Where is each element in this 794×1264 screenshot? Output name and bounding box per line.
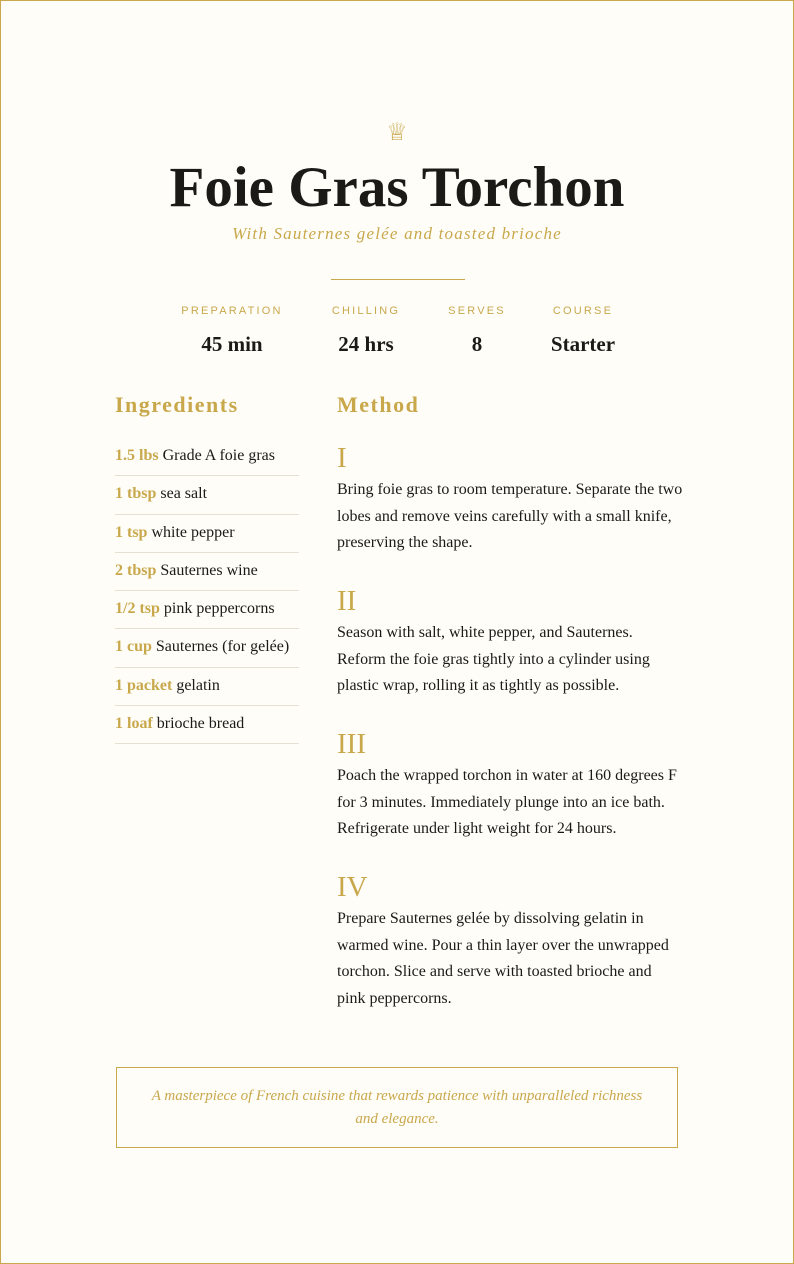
method-step [337, 727, 683, 843]
meta-value: Starter [550, 332, 616, 356]
ingredient-name: sea salt [160, 485, 208, 503]
ingredient-quantity: 1.5 lbs [115, 447, 159, 464]
ingredient-item [115, 438, 299, 476]
ingredient-name: gelatin [176, 676, 220, 694]
ingredient-quantity: 1 cup [115, 638, 152, 656]
ingredient-item [115, 668, 299, 706]
ingredient-quantity: 1 tbsp [115, 485, 157, 503]
ingredient-item [115, 591, 299, 629]
ingredient-item [115, 629, 299, 667]
method-step [337, 441, 683, 557]
footer-quote-text: A masterpiece of French cuisine that rewards patience with unparalleled richness and elegance. [151, 1087, 643, 1127]
method-step [337, 870, 683, 1013]
method-step [337, 584, 683, 700]
ingredient-quantity: 1 tsp [115, 523, 148, 541]
step-text: Prepare Sauternes gelée by dissolving gelatin in warmed wine. Pour a thin layer over the unwrapped torchon. Slice and serve with toasted brioche and pink peppercorns. [337, 910, 669, 1008]
ingredients-heading: Ingredients [115, 392, 239, 417]
ingredient-item [115, 706, 299, 744]
recipe-subtitle: With Sauternes gelée and toasted brioche [232, 224, 562, 243]
meta-serves [427, 301, 527, 359]
ingredient-quantity: 1 loaf [115, 715, 153, 733]
footer-quote [116, 1067, 678, 1148]
ingredient-name: white pepper [151, 523, 235, 541]
meta-value: 24 hrs [338, 332, 394, 356]
ingredients-list [115, 438, 299, 744]
meta-label: COURSE [552, 305, 614, 317]
ingredient-name: Grade A foie gras [162, 447, 275, 464]
step-number: IV [337, 871, 368, 903]
step-text: Season with salt, white pepper, and Sauternes. Reform the foie gras tightly into a cylinder using plastic wrap, rolling it as tightly as possible. [337, 624, 650, 695]
method-heading: Method [337, 392, 420, 417]
meta-preparation [157, 301, 307, 359]
step-number: II [337, 585, 357, 617]
header-divider [331, 279, 465, 280]
meta-course [533, 301, 633, 359]
step-text: Poach the wrapped torchon in water at 160 degrees F for 3 minutes. Immediately plunge into an ice bath. Refrigerate under light weight for 24 hours. [337, 767, 677, 838]
meta-label: PREPARATION [181, 305, 283, 317]
meta-chilling [306, 301, 426, 359]
meta-value: 8 [471, 332, 483, 356]
ingredient-quantity: 2 tbsp [115, 561, 157, 579]
step-text: Bring foie gras to room temperature. Separate the two lobes and remove veins carefully with a small knife, preserving the shape. [337, 481, 683, 552]
meta-value: 45 min [201, 332, 263, 356]
ingredient-name: Sauternes (for gelée) [155, 638, 290, 656]
step-number: I [337, 442, 347, 474]
recipe-title: Foie Gras Torchon [169, 156, 625, 219]
crown-icon: ♕ [386, 118, 408, 146]
ingredient-name: brioche bread [156, 715, 245, 733]
ingredient-name: Sauternes wine [160, 561, 258, 579]
ingredient-item [115, 553, 299, 591]
ingredient-name: pink peppercorns [163, 600, 275, 618]
step-number: III [337, 728, 366, 760]
meta-label: CHILLING [331, 305, 401, 317]
ingredient-item [115, 476, 299, 514]
ingredient-item [115, 515, 299, 553]
meta-label: SERVES [448, 305, 506, 317]
ingredient-quantity: 1 packet [115, 676, 173, 694]
ingredient-quantity: 1/2 tsp [115, 600, 160, 618]
